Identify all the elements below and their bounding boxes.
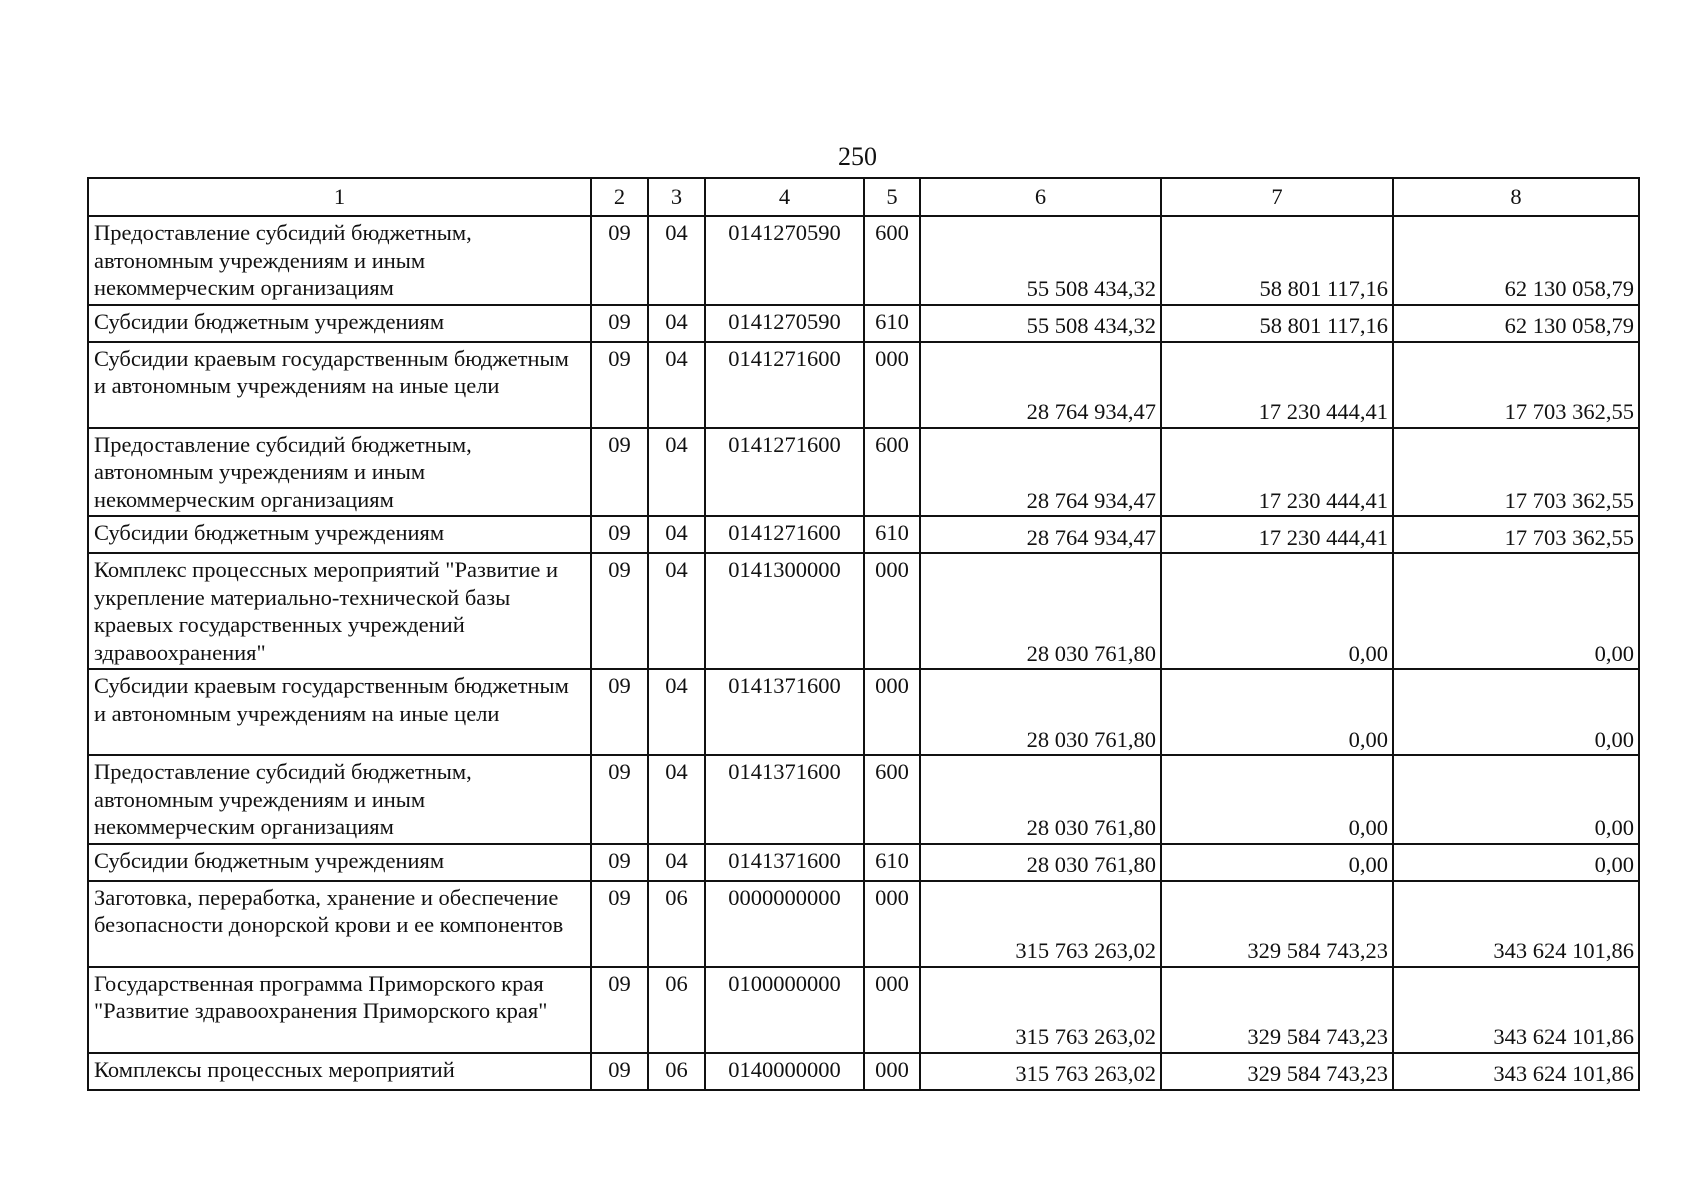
header-row xyxy=(88,178,1639,216)
header-col-7: 7 xyxy=(1161,178,1393,216)
row-amount-col7: 329 584 743,23 xyxy=(1161,1053,1393,1090)
row-expense-type: 610 xyxy=(864,305,920,342)
row-subsection: 06 xyxy=(648,881,705,967)
row-target-code: 0141300000 xyxy=(705,553,864,669)
row-amount-col6: 315 763 263,02 xyxy=(920,881,1161,967)
row-subsection: 04 xyxy=(648,305,705,342)
row-section: 09 xyxy=(591,967,648,1053)
row-subsection: 04 xyxy=(648,428,705,517)
row-target-code: 0000000000 xyxy=(705,881,864,967)
row-amount-col8: 343 624 101,86 xyxy=(1393,967,1639,1053)
row-section: 09 xyxy=(591,216,648,305)
table-row xyxy=(88,669,1639,755)
row-name: Заготовка, переработка, хранение и обеспечение безопасности донорской крови и ее компонентов xyxy=(88,881,591,967)
row-amount-col7: 0,00 xyxy=(1161,669,1393,755)
header-col-2: 2 xyxy=(591,178,648,216)
row-name: Комплексы процессных мероприятий xyxy=(88,1053,591,1090)
row-amount-col8: 0,00 xyxy=(1393,755,1639,844)
row-subsection: 04 xyxy=(648,342,705,428)
table-row xyxy=(88,755,1639,844)
table-row xyxy=(88,881,1639,967)
row-subsection: 04 xyxy=(648,516,705,553)
row-section: 09 xyxy=(591,844,648,881)
row-name: Субсидии бюджетным учреждениям xyxy=(88,516,591,553)
row-target-code: 0141271600 xyxy=(705,516,864,553)
row-amount-col8: 62 130 058,79 xyxy=(1393,216,1639,305)
row-subsection: 06 xyxy=(648,967,705,1053)
header-col-4: 4 xyxy=(705,178,864,216)
row-amount-col7: 17 230 444,41 xyxy=(1161,516,1393,553)
table-row xyxy=(88,342,1639,428)
row-expense-type: 000 xyxy=(864,342,920,428)
row-section: 09 xyxy=(591,342,648,428)
row-amount-col7: 0,00 xyxy=(1161,755,1393,844)
row-name: Предоставление субсидий бюджетным, автономным учреждениям и иным некоммерческим организациям xyxy=(88,428,591,517)
row-name: Комплекс процессных мероприятий "Развитие и укрепление материально-технической базы краевых государственных учреждений здравоохранения" xyxy=(88,553,591,669)
table-row xyxy=(88,553,1639,669)
row-amount-col6: 28 030 761,80 xyxy=(920,755,1161,844)
row-amount-col8: 0,00 xyxy=(1393,669,1639,755)
row-target-code: 0141371600 xyxy=(705,755,864,844)
row-section: 09 xyxy=(591,553,648,669)
row-amount-col6: 55 508 434,32 xyxy=(920,216,1161,305)
header-col-5: 5 xyxy=(864,178,920,216)
row-name: Государственная программа Приморского края "Развитие здравоохранения Приморского края" xyxy=(88,967,591,1053)
row-section: 09 xyxy=(591,1053,648,1090)
row-amount-col6: 315 763 263,02 xyxy=(920,967,1161,1053)
row-amount-col7: 17 230 444,41 xyxy=(1161,428,1393,517)
table-row xyxy=(88,844,1639,881)
table-row xyxy=(88,967,1639,1053)
row-amount-col6: 28 764 934,47 xyxy=(920,342,1161,428)
row-amount-col6: 28 764 934,47 xyxy=(920,428,1161,517)
table-row xyxy=(88,428,1639,517)
header-col-8: 8 xyxy=(1393,178,1639,216)
row-section: 09 xyxy=(591,516,648,553)
row-section: 09 xyxy=(591,669,648,755)
row-expense-type: 600 xyxy=(864,428,920,517)
row-name: Предоставление субсидий бюджетным, автономным учреждениям и иным некоммерческим организациям xyxy=(88,216,591,305)
row-amount-col6: 55 508 434,32 xyxy=(920,305,1161,342)
row-name: Субсидии бюджетным учреждениям xyxy=(88,305,591,342)
page-number: 250 xyxy=(838,142,877,171)
row-target-code: 0141271600 xyxy=(705,342,864,428)
row-subsection: 04 xyxy=(648,755,705,844)
row-subsection: 04 xyxy=(648,669,705,755)
row-expense-type: 000 xyxy=(864,967,920,1053)
row-amount-col6: 28 030 761,80 xyxy=(920,844,1161,881)
row-amount-col8: 17 703 362,55 xyxy=(1393,342,1639,428)
header-col-6: 6 xyxy=(920,178,1161,216)
row-amount-col8: 17 703 362,55 xyxy=(1393,516,1639,553)
row-amount-col8: 62 130 058,79 xyxy=(1393,305,1639,342)
row-target-code: 0141270590 xyxy=(705,305,864,342)
table-row xyxy=(88,305,1639,342)
row-amount-col7: 17 230 444,41 xyxy=(1161,342,1393,428)
row-amount-col8: 0,00 xyxy=(1393,844,1639,881)
row-target-code: 0100000000 xyxy=(705,967,864,1053)
row-amount-col6: 28 030 761,80 xyxy=(920,553,1161,669)
row-expense-type: 610 xyxy=(864,844,920,881)
row-amount-col6: 28 764 934,47 xyxy=(920,516,1161,553)
row-amount-col6: 315 763 263,02 xyxy=(920,1053,1161,1090)
row-target-code: 0140000000 xyxy=(705,1053,864,1090)
row-amount-col7: 0,00 xyxy=(1161,553,1393,669)
row-expense-type: 000 xyxy=(864,881,920,967)
header-col-3: 3 xyxy=(648,178,705,216)
row-section: 09 xyxy=(591,881,648,967)
table-row xyxy=(88,516,1639,553)
row-amount-col7: 0,00 xyxy=(1161,844,1393,881)
row-expense-type: 600 xyxy=(864,755,920,844)
table-row xyxy=(88,1053,1639,1090)
row-subsection: 04 xyxy=(648,844,705,881)
row-target-code: 0141371600 xyxy=(705,669,864,755)
row-subsection: 04 xyxy=(648,553,705,669)
row-name: Субсидии краевым государственным бюджетным и автономным учреждениям на иные цели xyxy=(88,342,591,428)
row-amount-col7: 58 801 117,16 xyxy=(1161,305,1393,342)
row-expense-type: 000 xyxy=(864,669,920,755)
row-name: Субсидии краевым государственным бюджетным и автономным учреждениям на иные цели xyxy=(88,669,591,755)
row-expense-type: 610 xyxy=(864,516,920,553)
row-name: Субсидии бюджетным учреждениям xyxy=(88,844,591,881)
row-amount-col7: 329 584 743,23 xyxy=(1161,881,1393,967)
row-subsection: 06 xyxy=(648,1053,705,1090)
row-expense-type: 600 xyxy=(864,216,920,305)
row-expense-type: 000 xyxy=(864,553,920,669)
row-target-code: 0141271600 xyxy=(705,428,864,517)
row-amount-col7: 58 801 117,16 xyxy=(1161,216,1393,305)
header-col-1: 1 xyxy=(88,178,591,216)
row-amount-col8: 343 624 101,86 xyxy=(1393,1053,1639,1090)
row-section: 09 xyxy=(591,428,648,517)
row-amount-col8: 0,00 xyxy=(1393,553,1639,669)
row-amount-col8: 343 624 101,86 xyxy=(1393,881,1639,967)
row-section: 09 xyxy=(591,755,648,844)
row-expense-type: 000 xyxy=(864,1053,920,1090)
row-subsection: 04 xyxy=(648,216,705,305)
row-name: Предоставление субсидий бюджетным, автономным учреждениям и иным некоммерческим организациям xyxy=(88,755,591,844)
row-target-code: 0141371600 xyxy=(705,844,864,881)
row-section: 09 xyxy=(591,305,648,342)
row-amount-col8: 17 703 362,55 xyxy=(1393,428,1639,517)
row-amount-col7: 329 584 743,23 xyxy=(1161,967,1393,1053)
budget-table xyxy=(87,177,1640,1091)
row-amount-col6: 28 030 761,80 xyxy=(920,669,1161,755)
table-row xyxy=(88,216,1639,305)
row-target-code: 0141270590 xyxy=(705,216,864,305)
